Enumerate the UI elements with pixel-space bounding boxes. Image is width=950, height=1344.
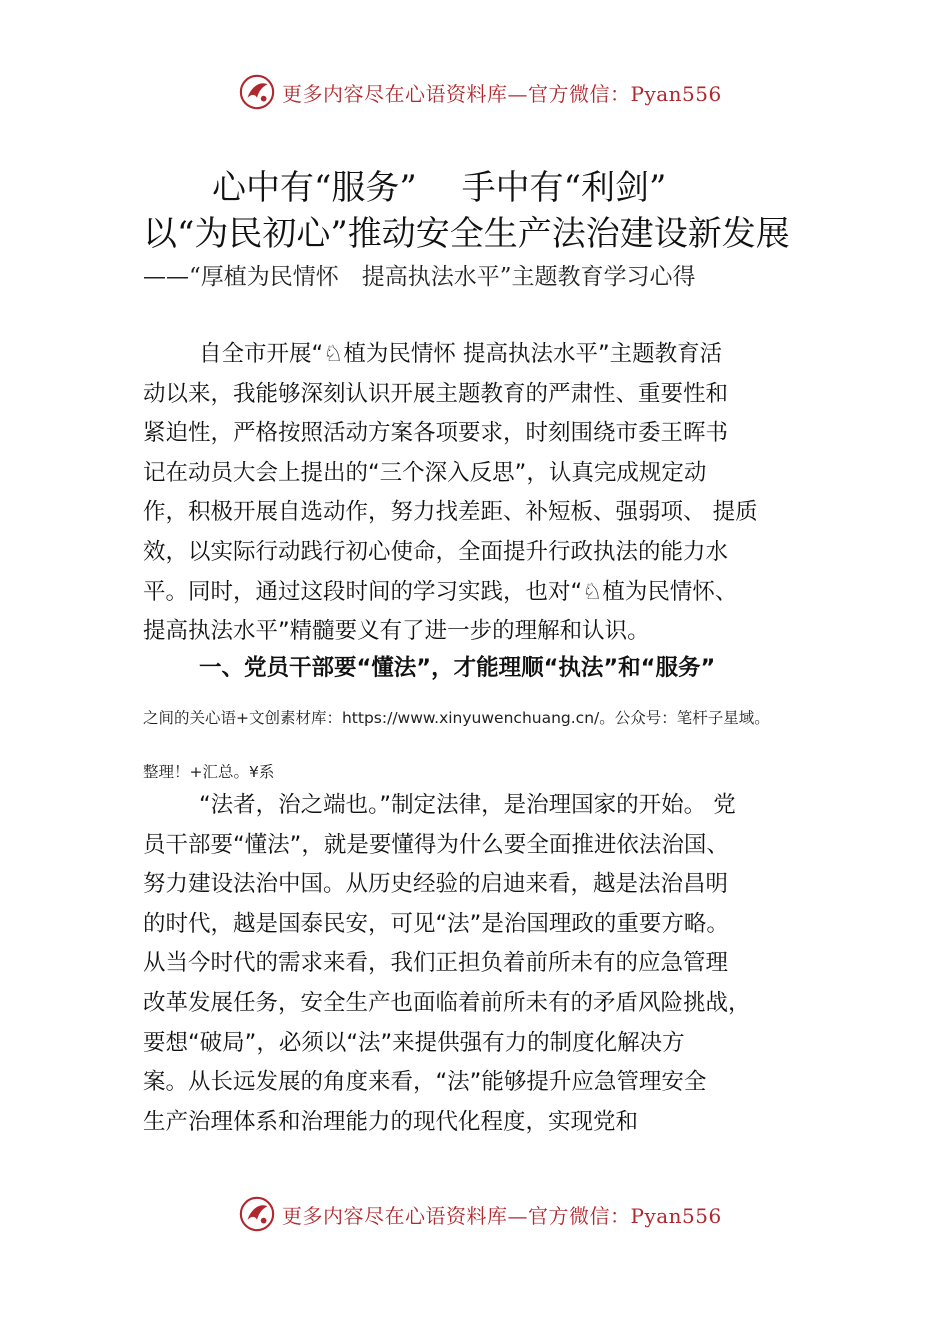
section-note-line-2: 整理！+汇总。¥系 bbox=[143, 763, 275, 781]
paragraph-line: 紧迫性，严格按照活动方案各项要求，时刻围绕市委王晖书 bbox=[143, 420, 729, 447]
paragraph-line: 自全市开展“♘植为民情怀 提高执法水平”主题教育活 bbox=[199, 341, 723, 367]
paragraph-line: 生产治理体系和治理能力的现代化程度，实现党和 bbox=[143, 1108, 639, 1135]
header-banner-text: 更多内容尽在心语资料库—官方微信：Pyan556 bbox=[282, 81, 722, 106]
paragraph-line: 效，以实际行动践行初心使命，全面提升行政执法的能力水 bbox=[143, 538, 729, 565]
paragraph-line: 努力建设法治中国。从历史经验的启迪来看，越是法治昌明 bbox=[143, 871, 729, 898]
paragraph-line: 要想“破局”，必须以“法”来提供强有力的制度化解决方 bbox=[143, 1029, 685, 1056]
section-heading: 一、党员干部要“懂法”，才能理顺“执法”和“服务” bbox=[199, 655, 716, 681]
paragraph-line: 提高执法水平”精髓要义有了进一步的理解和认识。 bbox=[143, 618, 650, 645]
paragraph-line: 动以来，我能够深刻认识开展主题教育的严肃性、重要性和 bbox=[143, 380, 729, 407]
logo-icon bbox=[238, 1195, 276, 1233]
paragraph-line: 作，积极开展自选动作，努力找差距、补短板、强弱项、 提质 bbox=[143, 499, 758, 526]
paragraph-line: 从当今时代的需求来看，我们正担负着前所未有的应急管理 bbox=[143, 950, 729, 977]
footer-banner bbox=[238, 1194, 722, 1234]
paragraph-line: “法者，治之端也。”制定法律，是治理国家的开始。 党 bbox=[199, 792, 736, 818]
logo-icon bbox=[238, 73, 276, 111]
paragraph-body bbox=[143, 786, 823, 1142]
paragraph-line: 案。从长远发展的角度来看，“法”能够提升应急管理安全 bbox=[143, 1069, 707, 1096]
title-line-2: 以“为民初心”推动安全生产法治建设新发展 bbox=[143, 214, 790, 254]
paragraph-line: 平。同时，通过这段时间的学习实践，也对“♘植为民情怀、 bbox=[143, 578, 738, 605]
subtitle: ——“厚植为民情怀 提高执法水平”主题教育学习心得 bbox=[143, 264, 696, 290]
section-note-line-1: 之间的关心语+文创素材库：https://www.xinyuwenchuang.cn/。公众号：笔杆子星域。 bbox=[143, 709, 770, 727]
paragraph-line: 改革发展任务，安全生产也面临着前所未有的矛盾风险挑战， bbox=[143, 989, 751, 1016]
paragraph-line: 记在动员大会上提出的“三个深入反思”，认真完成规定动 bbox=[143, 459, 707, 486]
header-banner bbox=[238, 72, 722, 112]
footer-banner-text: 更多内容尽在心语资料库—官方微信：Pyan556 bbox=[282, 1203, 722, 1228]
paragraph-line: 员干部要“懂法”，就是要懂得为什么要全面推进依法治国、 bbox=[143, 831, 729, 858]
paragraph-line: 的时代，越是国泰民安，可见“法”是治国理政的重要方略。 bbox=[143, 910, 729, 937]
title-line-1: 心中有“服务” 手中有“利剑” bbox=[212, 168, 667, 208]
paragraph-intro bbox=[143, 335, 823, 652]
